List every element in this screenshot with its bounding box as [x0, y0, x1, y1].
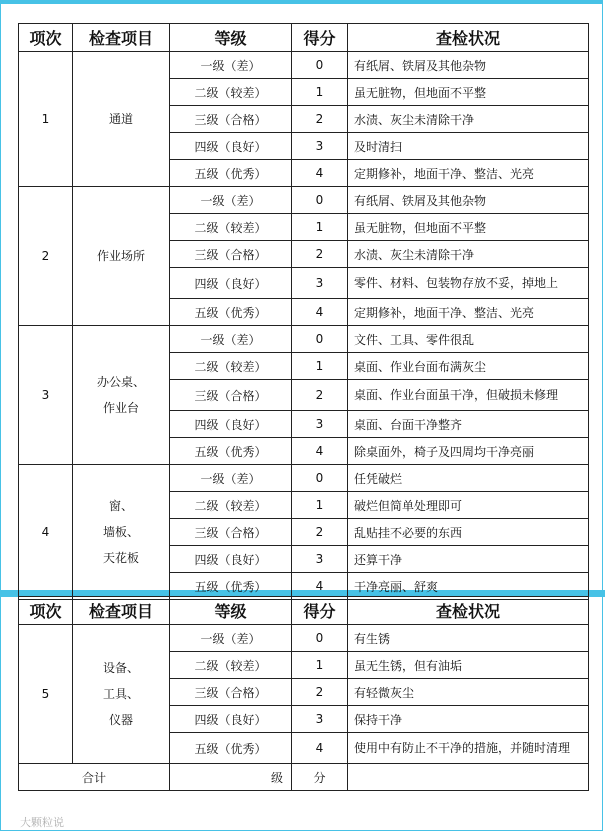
status-cell: 桌面、作业台面布满灰尘 — [348, 353, 589, 380]
table-row — [19, 625, 589, 652]
header-status: 查检状况 — [348, 24, 589, 52]
table-row — [19, 52, 589, 79]
score-cell: 2 — [292, 380, 348, 411]
score-cell: 3 — [292, 133, 348, 160]
score-cell: 4 — [292, 299, 348, 326]
header-grade-2: 等级 — [170, 597, 292, 625]
score-cell: 3 — [292, 411, 348, 438]
score-cell: 2 — [292, 519, 348, 546]
status-cell: 除桌面外，椅子及四周均干净亮丽 — [348, 438, 589, 465]
score-cell: 1 — [292, 492, 348, 519]
inspection-item-line: 墙板、 — [102, 525, 139, 539]
grade-cell: 五级（优秀） — [170, 438, 292, 465]
score-cell: 0 — [292, 52, 348, 79]
score-cell: 0 — [292, 465, 348, 492]
grade-cell: 五级（优秀） — [170, 160, 292, 187]
grade-cell: 四级（良好） — [170, 268, 292, 299]
status-cell: 有轻微灰尘 — [348, 679, 589, 706]
grade-cell: 四级（良好） — [170, 133, 292, 160]
grade-cell: 四级（良好） — [170, 411, 292, 438]
status-cell: 水渍、灰尘未清除干净 — [348, 106, 589, 133]
score-cell: 4 — [292, 573, 348, 600]
item-number: 3 — [19, 326, 73, 465]
table-row — [19, 465, 589, 492]
grade-cell: 三级（合格） — [170, 679, 292, 706]
status-cell: 桌面、台面干净整齐 — [348, 411, 589, 438]
item-number: 4 — [19, 465, 73, 600]
header-grade: 等级 — [170, 24, 292, 52]
score-cell: 3 — [292, 706, 348, 733]
grade-cell: 一级（差） — [170, 625, 292, 652]
status-cell: 虽无生锈，但有油垢 — [348, 652, 589, 679]
status-cell: 还算干净 — [348, 546, 589, 573]
score-cell: 2 — [292, 679, 348, 706]
status-cell: 零件、材料、包装物存放不妥，掉地上 — [348, 268, 589, 299]
status-cell: 有纸屑、铁屑及其他杂物 — [348, 52, 589, 79]
status-cell: 虽无脏物，但地面不平整 — [348, 79, 589, 106]
status-cell: 水渍、灰尘未清除干净 — [348, 241, 589, 268]
grade-cell: 三级（合格） — [170, 241, 292, 268]
score-cell: 3 — [292, 268, 348, 299]
inspection-item-line: 作业台 — [102, 401, 139, 415]
inspection-item — [73, 326, 170, 465]
header-no-2: 项次 — [19, 597, 73, 625]
score-cell: 0 — [292, 326, 348, 353]
status-cell: 定期修补，地面干净、整洁、光亮 — [348, 299, 589, 326]
grade-cell: 五级（优秀） — [170, 733, 292, 764]
score-cell: 1 — [292, 214, 348, 241]
inspection-item-line: 窗、 — [108, 499, 133, 513]
status-cell: 及时清扫 — [348, 133, 589, 160]
inspection-item — [73, 187, 170, 326]
score-cell: 2 — [292, 241, 348, 268]
header-row — [19, 24, 589, 52]
grade-cell: 三级（合格） — [170, 106, 292, 133]
status-cell: 有生锈 — [348, 625, 589, 652]
status-cell: 任凭破烂 — [348, 465, 589, 492]
table-row — [19, 326, 589, 353]
inspection-item-line: 作业场所 — [96, 249, 145, 263]
status-cell: 乱贴挂不必要的东西 — [348, 519, 589, 546]
status-cell: 干净亮丽、舒爽 — [348, 573, 589, 600]
score-cell: 4 — [292, 438, 348, 465]
grade-cell: 一级（差） — [170, 52, 292, 79]
table-row — [19, 187, 589, 214]
score-cell: 1 — [292, 652, 348, 679]
status-cell: 定期修补，地面干净、整洁、光亮 — [348, 160, 589, 187]
grade-cell: 四级（良好） — [170, 706, 292, 733]
header-item: 检查项目 — [73, 24, 170, 52]
grade-cell: 三级（合格） — [170, 380, 292, 411]
score-cell: 1 — [292, 79, 348, 106]
score-cell: 4 — [292, 733, 348, 764]
total-status-empty — [348, 764, 589, 791]
inspection-item — [73, 625, 170, 764]
grade-cell: 二级（较差） — [170, 79, 292, 106]
grade-cell: 五级（优秀） — [170, 573, 292, 600]
status-cell: 虽无脏物，但地面不平整 — [348, 214, 589, 241]
inspection-table-top — [18, 23, 589, 600]
grade-cell: 二级（较差） — [170, 214, 292, 241]
header-item-2: 检查项目 — [73, 597, 170, 625]
inspection-table-bottom — [18, 596, 589, 791]
status-cell: 使用中有防止不干净的措施，并随时清理 — [348, 733, 589, 764]
score-cell: 0 — [292, 625, 348, 652]
inspection-item-line: 天花板 — [102, 551, 139, 565]
grade-cell: 一级（差） — [170, 326, 292, 353]
status-cell: 桌面、作业台面虽干净，但破损未修理 — [348, 380, 589, 411]
inspection-item-line: 工具、 — [102, 687, 139, 701]
grade-cell: 二级（较差） — [170, 353, 292, 380]
inspection-item — [73, 465, 170, 600]
status-cell: 有纸屑、铁屑及其他杂物 — [348, 187, 589, 214]
status-cell: 文件、工具、零件很乱 — [348, 326, 589, 353]
grade-cell: 一级（差） — [170, 465, 292, 492]
total-label: 合计 — [19, 764, 170, 791]
header-score-2: 得分 — [292, 597, 348, 625]
grade-cell: 二级（较差） — [170, 492, 292, 519]
status-cell: 破烂但简单处理即可 — [348, 492, 589, 519]
header-score: 得分 — [292, 24, 348, 52]
score-cell: 0 — [292, 187, 348, 214]
watermark: 大颗粒说 — [20, 816, 64, 829]
item-number: 2 — [19, 187, 73, 326]
score-cell: 1 — [292, 353, 348, 380]
total-score-unit: 分 — [292, 764, 348, 791]
status-cell: 保持干净 — [348, 706, 589, 733]
inspection-item-line: 通道 — [108, 112, 133, 126]
item-number: 5 — [19, 625, 73, 764]
header-row-2 — [19, 597, 589, 625]
inspection-item — [73, 52, 170, 187]
grade-cell: 一级（差） — [170, 187, 292, 214]
grade-cell: 二级（较差） — [170, 652, 292, 679]
grade-cell: 四级（良好） — [170, 546, 292, 573]
grade-cell: 三级（合格） — [170, 519, 292, 546]
grade-cell: 五级（优秀） — [170, 299, 292, 326]
header-no: 项次 — [19, 24, 73, 52]
inspection-item-line: 仪器 — [108, 713, 133, 727]
total-row — [19, 764, 589, 791]
score-cell: 2 — [292, 106, 348, 133]
header-status-2: 查检状况 — [348, 597, 589, 625]
total-grade-unit: 级 — [170, 764, 292, 791]
score-cell: 4 — [292, 160, 348, 187]
inspection-item-line: 办公桌、 — [96, 375, 145, 389]
item-number: 1 — [19, 52, 73, 187]
score-cell: 3 — [292, 546, 348, 573]
inspection-item-line: 设备、 — [102, 661, 139, 675]
